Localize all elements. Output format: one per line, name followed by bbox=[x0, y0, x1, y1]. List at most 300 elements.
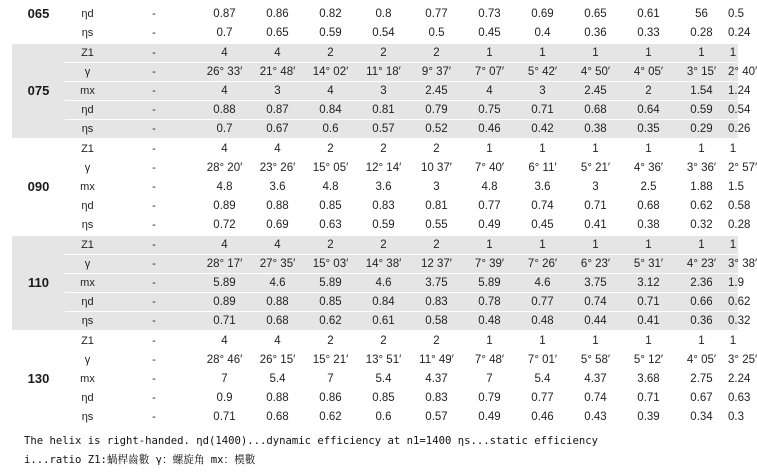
value-cell: 0.88 bbox=[198, 101, 251, 120]
value-cell: 0.71 bbox=[622, 293, 675, 312]
value-cell: 2 bbox=[357, 235, 410, 255]
value-cell: 4 bbox=[198, 139, 251, 159]
value-cell: 1 bbox=[728, 235, 738, 255]
value-cell: 4.37 bbox=[410, 370, 463, 389]
value-cell: 0.85 bbox=[304, 197, 357, 216]
value-cell: 3.75 bbox=[410, 274, 463, 293]
value-cell: 2° 57′ bbox=[728, 159, 738, 178]
value-cell: 0.84 bbox=[357, 293, 410, 312]
value-cell: 0.83 bbox=[410, 389, 463, 408]
table-row bbox=[12, 216, 738, 236]
value-cell: 0.41 bbox=[622, 312, 675, 332]
value-cell: 7° 01′ bbox=[516, 351, 569, 370]
table-row bbox=[12, 63, 738, 82]
row-label-cell: mx bbox=[65, 370, 110, 389]
value-cell: 14° 02′ bbox=[304, 63, 357, 82]
value-cell: 0.7 bbox=[198, 120, 251, 140]
value-cell: 0.61 bbox=[622, 5, 675, 24]
value-cell: 1 bbox=[569, 139, 622, 159]
value-cell: 3° 15′ bbox=[675, 63, 728, 82]
value-cell: 0.77 bbox=[463, 197, 516, 216]
value-cell: 11° 49′ bbox=[410, 351, 463, 370]
footnote-line-2: i...ratio Z1:蝸桿齒數 γ：螺旋角 mx：模數 bbox=[24, 454, 256, 466]
value-cell: 2 bbox=[304, 235, 357, 255]
value-cell: 2 bbox=[357, 43, 410, 63]
value-cell: 0.62 bbox=[304, 312, 357, 332]
value-cell: 3 bbox=[516, 82, 569, 101]
table-row bbox=[12, 389, 738, 408]
value-cell: 6° 23′ bbox=[569, 255, 622, 274]
value-cell: 0.36 bbox=[569, 24, 622, 44]
row-label-cell: ηd bbox=[65, 197, 110, 216]
table-row bbox=[12, 101, 738, 120]
value-cell: 0.5 bbox=[728, 5, 738, 24]
value-cell: 0.59 bbox=[357, 216, 410, 236]
value-cell: 2 bbox=[357, 139, 410, 159]
value-cell: 4 bbox=[198, 331, 251, 351]
row-label-cell: ηs bbox=[65, 24, 110, 44]
value-cell: 15° 21′ bbox=[304, 351, 357, 370]
value-cell: 0.9 bbox=[198, 389, 251, 408]
model-size-cell: 090 bbox=[12, 139, 65, 235]
value-cell: 3.75 bbox=[569, 274, 622, 293]
value-cell: 0.89 bbox=[198, 293, 251, 312]
value-cell: 0.5 bbox=[410, 24, 463, 44]
value-cell: 0.71 bbox=[516, 101, 569, 120]
table-row bbox=[12, 159, 738, 178]
dash-cell: - bbox=[110, 408, 198, 428]
value-cell: 10 37′ bbox=[410, 159, 463, 178]
model-size-cell: 065 bbox=[12, 0, 65, 43]
table-row bbox=[12, 197, 738, 216]
value-cell: 0.38 bbox=[569, 120, 622, 140]
row-label-cell: γ bbox=[65, 351, 110, 370]
value-cell: 0.85 bbox=[304, 293, 357, 312]
table-row bbox=[12, 5, 738, 24]
value-cell: 0.57 bbox=[357, 120, 410, 140]
value-cell: 0.86 bbox=[304, 389, 357, 408]
value-cell: 28° 46′ bbox=[198, 351, 251, 370]
value-cell: 0.75 bbox=[463, 101, 516, 120]
value-cell: 4.6 bbox=[357, 274, 410, 293]
value-cell: 4.8 bbox=[198, 178, 251, 197]
value-cell: 12 37′ bbox=[410, 255, 463, 274]
value-cell: 27° 35′ bbox=[251, 255, 304, 274]
value-cell: 1 bbox=[516, 139, 569, 159]
value-cell: 1 bbox=[463, 235, 516, 255]
row-label-cell: ηd bbox=[65, 389, 110, 408]
row-label-cell: mx bbox=[65, 274, 110, 293]
value-cell: 4° 36′ bbox=[622, 159, 675, 178]
value-cell: 3 bbox=[569, 178, 622, 197]
value-cell: 4 bbox=[251, 43, 304, 63]
table-row bbox=[12, 274, 738, 293]
value-cell: 0.6 bbox=[304, 120, 357, 140]
dash-cell: - bbox=[110, 255, 198, 274]
value-cell: 56 bbox=[675, 5, 728, 24]
value-cell: 0.48 bbox=[516, 312, 569, 332]
dash-cell: - bbox=[110, 24, 198, 44]
value-cell: 15° 03′ bbox=[304, 255, 357, 274]
value-cell: 3° 36′ bbox=[675, 159, 728, 178]
value-cell: 5.4 bbox=[516, 370, 569, 389]
value-cell: 1 bbox=[622, 43, 675, 63]
dash-cell: - bbox=[110, 293, 198, 312]
row-label-cell: γ bbox=[65, 63, 110, 82]
value-cell: 0.39 bbox=[622, 408, 675, 428]
value-cell: 0.58 bbox=[410, 312, 463, 332]
table-row bbox=[12, 331, 738, 351]
value-cell: 0.6 bbox=[357, 408, 410, 428]
value-cell: 3.68 bbox=[622, 370, 675, 389]
value-cell: 4° 50′ bbox=[569, 63, 622, 82]
value-cell: 5.4 bbox=[251, 370, 304, 389]
value-cell: 2.45 bbox=[569, 82, 622, 101]
value-cell: 0.45 bbox=[516, 216, 569, 236]
row-label-cell: ηd bbox=[65, 5, 110, 24]
value-cell: 0.88 bbox=[251, 293, 304, 312]
value-cell: 23° 26′ bbox=[251, 159, 304, 178]
value-cell: 3.12 bbox=[622, 274, 675, 293]
value-cell: 4.37 bbox=[569, 370, 622, 389]
value-cell: 4 bbox=[304, 82, 357, 101]
value-cell: 1 bbox=[675, 331, 728, 351]
value-cell: 1 bbox=[569, 331, 622, 351]
value-cell: 0.66 bbox=[675, 293, 728, 312]
value-cell: 0.63 bbox=[304, 216, 357, 236]
row-label-cell: ηs bbox=[65, 120, 110, 140]
value-cell: 0.81 bbox=[410, 197, 463, 216]
value-cell: 0.57 bbox=[410, 408, 463, 428]
value-cell: 2 bbox=[622, 82, 675, 101]
dash-cell: - bbox=[110, 5, 198, 24]
table-row bbox=[12, 178, 738, 197]
value-cell: 2.5 bbox=[622, 178, 675, 197]
value-cell: 7 bbox=[463, 370, 516, 389]
value-cell: 0.67 bbox=[675, 389, 728, 408]
value-cell: 0.79 bbox=[463, 389, 516, 408]
model-size-cell: 110 bbox=[12, 235, 65, 331]
value-cell: 0.86 bbox=[251, 5, 304, 24]
value-cell: 2.75 bbox=[675, 370, 728, 389]
value-cell: 12° 14′ bbox=[357, 159, 410, 178]
value-cell: 1 bbox=[622, 139, 675, 159]
value-cell: 1.54 bbox=[675, 82, 728, 101]
value-cell: 2 bbox=[304, 331, 357, 351]
value-cell: 0.71 bbox=[198, 408, 251, 428]
value-cell: 0.88 bbox=[251, 389, 304, 408]
value-cell: 0.28 bbox=[675, 24, 728, 44]
footnotes bbox=[24, 432, 740, 470]
value-cell: 2.36 bbox=[675, 274, 728, 293]
value-cell: 1 bbox=[516, 331, 569, 351]
dash-cell: - bbox=[110, 312, 198, 332]
dash-cell: - bbox=[110, 197, 198, 216]
value-cell: 0.77 bbox=[410, 5, 463, 24]
value-cell: 0.62 bbox=[675, 197, 728, 216]
value-cell: 6° 11′ bbox=[516, 159, 569, 178]
value-cell: 0.33 bbox=[622, 24, 675, 44]
row-label-cell: γ bbox=[65, 255, 110, 274]
value-cell: 0.83 bbox=[410, 293, 463, 312]
value-cell: 0.65 bbox=[251, 24, 304, 44]
value-cell: 3° 25′ bbox=[728, 351, 738, 370]
value-cell: 0.46 bbox=[516, 408, 569, 428]
value-cell: 0.59 bbox=[675, 101, 728, 120]
table-row bbox=[12, 312, 738, 332]
value-cell bbox=[728, 0, 738, 5]
row-label-cell: mx bbox=[65, 82, 110, 101]
value-cell: 3° 38′ bbox=[728, 255, 738, 274]
value-cell: 0.7 bbox=[198, 24, 251, 44]
row-label-cell: ηd bbox=[65, 101, 110, 120]
value-cell: 4.6 bbox=[516, 274, 569, 293]
value-cell: 3.6 bbox=[516, 178, 569, 197]
value-cell: 1 bbox=[463, 331, 516, 351]
value-cell: 2 bbox=[410, 139, 463, 159]
value-cell: 3 bbox=[357, 82, 410, 101]
table-row bbox=[12, 370, 738, 389]
dash-cell: - bbox=[110, 82, 198, 101]
value-cell: 26° 33′ bbox=[198, 63, 251, 82]
value-cell: 2 bbox=[357, 331, 410, 351]
value-cell: 0.48 bbox=[463, 312, 516, 332]
dash-cell: - bbox=[110, 389, 198, 408]
value-cell: 0.63 bbox=[728, 389, 738, 408]
value-cell: 0.89 bbox=[198, 197, 251, 216]
value-cell: 0.4 bbox=[516, 24, 569, 44]
value-cell: 4.6 bbox=[251, 274, 304, 293]
value-cell: 1 bbox=[569, 235, 622, 255]
value-cell: 3 bbox=[410, 178, 463, 197]
value-cell: 0.77 bbox=[516, 293, 569, 312]
value-cell: 5.4 bbox=[357, 370, 410, 389]
value-cell: 5.89 bbox=[463, 274, 516, 293]
value-cell: 0.71 bbox=[198, 312, 251, 332]
row-label-cell: Z1 bbox=[65, 43, 110, 63]
value-cell: 2 bbox=[304, 139, 357, 159]
value-cell: 1 bbox=[675, 43, 728, 63]
value-cell: 1.9 bbox=[728, 274, 738, 293]
table-row bbox=[12, 293, 738, 312]
table-row bbox=[12, 408, 738, 428]
row-label-cell: ηs bbox=[65, 216, 110, 236]
row-label-cell: ηs bbox=[65, 408, 110, 428]
value-cell: 1 bbox=[569, 43, 622, 63]
dash-cell: - bbox=[110, 178, 198, 197]
footnote-line-1: The helix is right-handed. ηd(1400)...dynamic efficiency at n1=1400 ηs...static efficiency bbox=[24, 435, 599, 447]
row-label-cell: ηd bbox=[65, 293, 110, 312]
value-cell: 0.71 bbox=[622, 389, 675, 408]
value-cell: 0.87 bbox=[198, 5, 251, 24]
value-cell: 0.68 bbox=[622, 197, 675, 216]
value-cell: 0.26 bbox=[728, 120, 738, 140]
value-cell: 5.89 bbox=[304, 274, 357, 293]
value-cell: 0.32 bbox=[675, 216, 728, 236]
value-cell: 1.5 bbox=[728, 178, 738, 197]
value-cell: 4.8 bbox=[304, 178, 357, 197]
value-cell: 0.81 bbox=[357, 101, 410, 120]
value-cell: 0.43 bbox=[569, 408, 622, 428]
value-cell: 4° 05′ bbox=[675, 351, 728, 370]
value-cell: 7° 48′ bbox=[463, 351, 516, 370]
value-cell: 0.24 bbox=[728, 24, 738, 44]
value-cell: 2° 40′ bbox=[728, 63, 738, 82]
value-cell: 1 bbox=[675, 139, 728, 159]
value-cell: 4 bbox=[463, 82, 516, 101]
table-row bbox=[12, 43, 738, 63]
value-cell: 2.45 bbox=[410, 82, 463, 101]
value-cell: 2 bbox=[410, 43, 463, 63]
value-cell: 1 bbox=[728, 43, 738, 63]
row-label-cell: Z1 bbox=[65, 331, 110, 351]
value-cell: 0.74 bbox=[569, 389, 622, 408]
value-cell: 0.78 bbox=[463, 293, 516, 312]
value-cell: 4 bbox=[198, 235, 251, 255]
value-cell: 7° 39′ bbox=[463, 255, 516, 274]
value-cell: 0.38 bbox=[622, 216, 675, 236]
value-cell: 0.62 bbox=[728, 293, 738, 312]
value-cell: 1.24 bbox=[728, 82, 738, 101]
row-label-cell: γ bbox=[65, 159, 110, 178]
value-cell: 1 bbox=[728, 139, 738, 159]
model-size-cell: 130 bbox=[12, 331, 65, 427]
value-cell: 5° 12′ bbox=[622, 351, 675, 370]
value-cell: 4° 05′ bbox=[622, 63, 675, 82]
table-row bbox=[12, 82, 738, 101]
value-cell: 21° 48′ bbox=[251, 63, 304, 82]
value-cell: 5° 58′ bbox=[569, 351, 622, 370]
value-cell: 0.35 bbox=[622, 120, 675, 140]
table-row bbox=[12, 139, 738, 159]
spec-table-wrap bbox=[12, 0, 757, 428]
value-cell: 0.46 bbox=[463, 120, 516, 140]
value-cell: 0.8 bbox=[357, 5, 410, 24]
value-cell: 1 bbox=[463, 43, 516, 63]
dash-cell: - bbox=[110, 159, 198, 178]
value-cell: 0.34 bbox=[675, 408, 728, 428]
value-cell: 0.77 bbox=[516, 389, 569, 408]
value-cell: 0.87 bbox=[251, 101, 304, 120]
value-cell: 4° 23′ bbox=[675, 255, 728, 274]
value-cell: 28° 20′ bbox=[198, 159, 251, 178]
dash-cell: - bbox=[110, 216, 198, 236]
value-cell: 0.32 bbox=[728, 312, 738, 332]
value-cell: 0.71 bbox=[569, 197, 622, 216]
value-cell: 0.69 bbox=[516, 5, 569, 24]
value-cell: 9° 37′ bbox=[410, 63, 463, 82]
value-cell: 1 bbox=[516, 43, 569, 63]
value-cell: 2 bbox=[304, 43, 357, 63]
value-cell: 15° 05′ bbox=[304, 159, 357, 178]
dash-cell: - bbox=[110, 351, 198, 370]
row-label-cell: ηs bbox=[65, 312, 110, 332]
value-cell: 0.85 bbox=[357, 389, 410, 408]
value-cell: 3.6 bbox=[357, 178, 410, 197]
dash-cell: - bbox=[110, 235, 198, 255]
value-cell: 4.8 bbox=[463, 178, 516, 197]
value-cell: 0.68 bbox=[251, 408, 304, 428]
value-cell: 0.72 bbox=[198, 216, 251, 236]
dash-cell: - bbox=[110, 370, 198, 389]
value-cell: 1 bbox=[622, 235, 675, 255]
value-cell: 0.54 bbox=[728, 101, 738, 120]
model-size-cell: 075 bbox=[12, 43, 65, 139]
value-cell: 0.83 bbox=[357, 197, 410, 216]
dash-cell: - bbox=[110, 120, 198, 140]
value-cell: 0.62 bbox=[304, 408, 357, 428]
value-cell: 14° 38′ bbox=[357, 255, 410, 274]
spec-table bbox=[12, 0, 757, 428]
value-cell: 0.68 bbox=[569, 101, 622, 120]
value-cell: 0.41 bbox=[569, 216, 622, 236]
value-cell: 3.6 bbox=[251, 178, 304, 197]
value-cell: 26° 15′ bbox=[251, 351, 304, 370]
value-cell: 0.88 bbox=[251, 197, 304, 216]
value-cell: 0.59 bbox=[304, 24, 357, 44]
value-cell: 0.44 bbox=[569, 312, 622, 332]
value-cell: 0.55 bbox=[410, 216, 463, 236]
dash-cell: - bbox=[110, 101, 198, 120]
value-cell: 0.52 bbox=[410, 120, 463, 140]
value-cell: 0.65 bbox=[569, 5, 622, 24]
value-cell: 7° 07′ bbox=[463, 63, 516, 82]
value-cell: 4 bbox=[198, 82, 251, 101]
row-label-cell: mx bbox=[65, 178, 110, 197]
value-cell: 1 bbox=[516, 235, 569, 255]
value-cell: 11° 18′ bbox=[357, 63, 410, 82]
value-cell: 0.79 bbox=[410, 101, 463, 120]
table-row bbox=[12, 255, 738, 274]
value-cell: 5° 31′ bbox=[622, 255, 675, 274]
value-cell: 7° 26′ bbox=[516, 255, 569, 274]
value-cell: 4 bbox=[251, 331, 304, 351]
value-cell: 0.64 bbox=[622, 101, 675, 120]
value-cell: 0.69 bbox=[251, 216, 304, 236]
value-cell: 7 bbox=[304, 370, 357, 389]
value-cell: 1.88 bbox=[675, 178, 728, 197]
value-cell: 0.28 bbox=[728, 216, 738, 236]
dash-cell: - bbox=[110, 331, 198, 351]
value-cell: 3 bbox=[251, 82, 304, 101]
value-cell: 0.74 bbox=[569, 293, 622, 312]
value-cell: 2 bbox=[410, 331, 463, 351]
value-cell: 5° 21′ bbox=[569, 159, 622, 178]
value-cell: 0.36 bbox=[675, 312, 728, 332]
value-cell: 1 bbox=[675, 235, 728, 255]
value-cell: 2 bbox=[410, 235, 463, 255]
value-cell: 13° 51′ bbox=[357, 351, 410, 370]
dash-cell: - bbox=[110, 274, 198, 293]
dash-cell: - bbox=[110, 43, 198, 63]
dash-cell: - bbox=[110, 139, 198, 159]
value-cell: 0.42 bbox=[516, 120, 569, 140]
table-row bbox=[12, 351, 738, 370]
value-cell: 4 bbox=[198, 43, 251, 63]
value-cell: 1 bbox=[622, 331, 675, 351]
value-cell: 5.89 bbox=[198, 274, 251, 293]
value-cell: 0.74 bbox=[516, 197, 569, 216]
value-cell: 0.67 bbox=[251, 120, 304, 140]
value-cell: 4 bbox=[251, 235, 304, 255]
row-label-cell: Z1 bbox=[65, 235, 110, 255]
value-cell: 0.58 bbox=[728, 197, 738, 216]
table-row bbox=[12, 235, 738, 255]
value-cell: 2.24 bbox=[728, 370, 738, 389]
value-cell: 4 bbox=[251, 139, 304, 159]
value-cell: 0.3 bbox=[728, 408, 738, 428]
table-row bbox=[12, 24, 738, 44]
